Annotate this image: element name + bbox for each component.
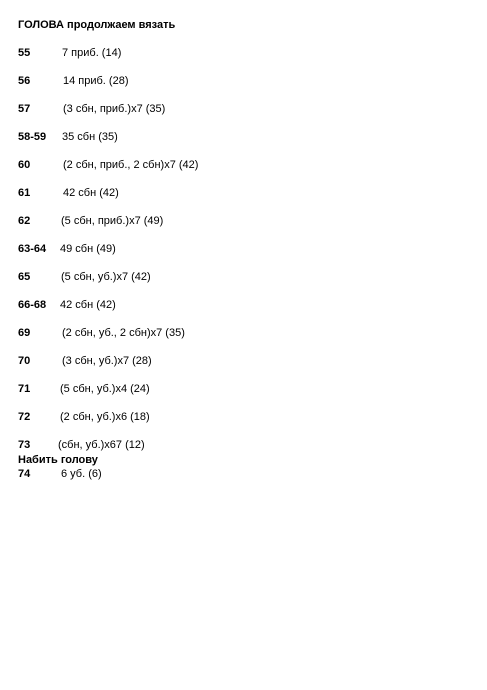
row-number: 66-68 (18, 299, 47, 311)
row-instruction: 14 приб. (28) (63, 75, 129, 87)
row-instruction: (5 сбн, уб.)х7 (42) (61, 271, 151, 283)
row-instruction: (2 сбн, уб.)х6 (18) (60, 411, 150, 423)
row-number: 71 (18, 383, 31, 395)
page-title: ГОЛОВА продолжаем вязать (18, 19, 176, 31)
row-instruction: 42 сбн (42) (63, 187, 119, 199)
row-number: 62 (18, 215, 31, 227)
row-instruction: 35 сбн (35) (62, 131, 118, 143)
row-instruction: (3 сбн, приб.)х7 (35) (63, 103, 166, 115)
row-number: 56 (18, 75, 31, 87)
row-number: 74 (18, 468, 31, 480)
row-instruction: (3 сбн, уб.)х7 (28) (62, 355, 152, 367)
row-number: 65 (18, 271, 31, 283)
row-instruction: (2 сбн, приб., 2 сбн)х7 (42) (63, 159, 199, 171)
row-number: 70 (18, 355, 31, 367)
row-number: 63-64 (18, 243, 47, 255)
row-instruction: (5 сбн, уб.)х4 (24) (60, 383, 150, 395)
row-number: 55 (18, 47, 31, 59)
row-number: 60 (18, 159, 31, 171)
row-number: 72 (18, 411, 31, 423)
row-instruction: 49 сбн (49) (60, 243, 116, 255)
row-instruction: 7 приб. (14) (62, 47, 122, 59)
stuff-head-note: Набить голову (18, 454, 98, 466)
row-instruction: 42 сбн (42) (60, 299, 116, 311)
row-instruction: (5 сбн, приб.)х7 (49) (61, 215, 164, 227)
row-number: 61 (18, 187, 31, 199)
row-number: 73 (18, 439, 31, 451)
row-instruction: 6 уб. (6) (61, 468, 102, 480)
row-number: 69 (18, 327, 31, 339)
row-number: 58-59 (18, 131, 47, 143)
row-instruction: (2 сбн, уб., 2 сбн)х7 (35) (62, 327, 185, 339)
row-number: 57 (18, 103, 31, 115)
row-instruction: (сбн, уб.)х67 (12) (58, 439, 145, 451)
